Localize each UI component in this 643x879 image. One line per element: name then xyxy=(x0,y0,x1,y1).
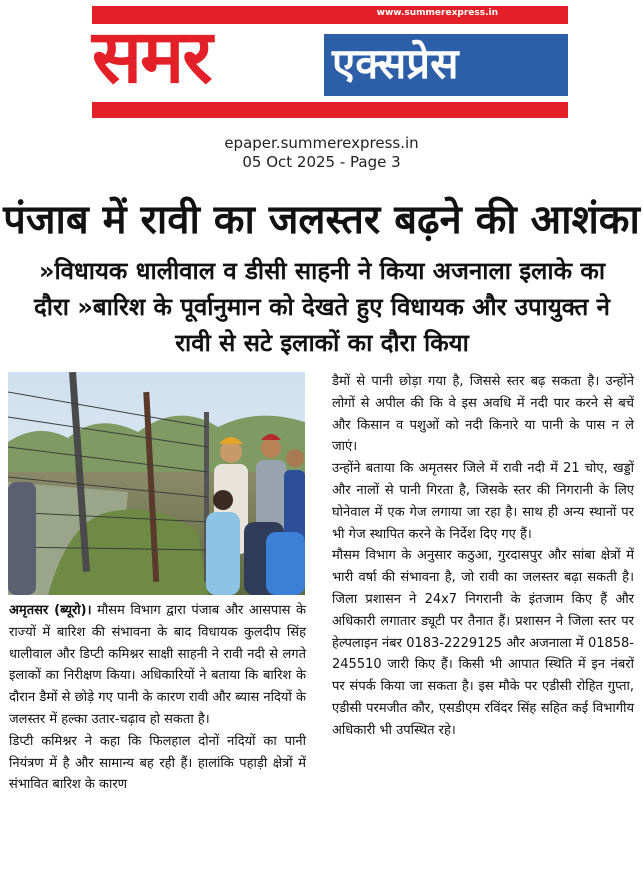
paragraph: उन्होंने बताया कि अमृतसर जिले में रावी नदी में 21 चोए, खड्डों और नालों से पानी गिरता है, जिसके स्तर की निगरानी के लिए घोनेवाल में एक गेज लगाया जा रहा है। साथ ही अन्य स्थानों पर भी गेज स्थापित करने के निर्देश दिए गए हैं। xyxy=(332,461,634,542)
logo-sub-text: एक्सप्रेस xyxy=(332,39,459,88)
epaper-url[interactable]: epaper.summerexpress.in xyxy=(224,134,419,152)
photo-scene xyxy=(8,372,305,595)
chevron-icon: » xyxy=(77,293,93,321)
logo-main-text: समर xyxy=(92,14,211,100)
chevron-icon: » xyxy=(38,257,55,285)
paragraph: डिप्टी कमिश्नर ने कहा कि फिलहाल दोनों नदियों का पानी नियंत्रण में है और सामान्य बह रही हैं। हालांकि पहाड़ी क्षेत्रों में संभावित बारिश के कारण xyxy=(9,733,306,793)
article-column-left xyxy=(9,600,306,796)
subhead-part-2: बारिश के पूर्वानुमान को देखते हुए विधायक और उपायुक्त ने रावी से सटे इलाकों का दौरा किया xyxy=(92,293,610,357)
masthead-site-url[interactable]: www.summerexpress.in xyxy=(376,8,498,18)
subhead-part-1: विधायक धालीवाल व डीसी साहनी ने किया अजनाला इलाके का दौरा xyxy=(34,257,606,321)
paragraph: मौसम विभाग के अनुसार कठुआ, गुरदासपुर और सांबा क्षेत्रों में भारी वर्षा की संभावना है, जो रावी का जलस्तर बढ़ा सकती है। जिला प्रशासन ने 24x7 निगरानी के इंतजाम किए हैं और अधिकारी लगातार ड्यूटी पर तैनात हैं। प्रशासन ने जिला स्तर पर हेल्पलाइन नंबर 0183-2229125 और अजनाला में 01858-245510 जारी किए हैं। किसी भी आपात स्थिति में इन नंबरों पर संपर्क किया जा सकता है। इस मौके पर एडीसी रोहित गुप्ता, एडीसी परमजीत कौर, एसडीएम रविंदर सिंह सहित कई विभागीय अधिकारी भी उपस्थित रहे। xyxy=(332,548,634,738)
date-page: 05 Oct 2025 - Page 3 xyxy=(242,153,401,171)
masthead xyxy=(92,6,568,124)
paragraph-text: मौसम विभाग द्वारा पंजाब और आसपास के राज्यों में बारिश की संभावना के बाद विधायक कुलदीप सिंह धालीवाल और डिप्टी कमिश्नर साक्षी साहनी ने रावी नदी से लगते इलाकों का निरीक्षण किया। अधिकारियों ने बताया कि बारिश के दौरान डैमों से छोड़े गए पानी के कारण रावी और ब्यास नदियों के जलस्तर में हल्का उतार-चढ़ाव हो सकता है। xyxy=(9,603,306,727)
article-photo xyxy=(8,372,305,595)
paragraph xyxy=(9,600,306,731)
edition-info xyxy=(0,134,643,172)
article-subheadline xyxy=(22,253,622,361)
dateline: अमृतसर (ब्यूरो)। xyxy=(9,603,92,618)
article-headline: पंजाब में रावी का जलस्तर बढ़ने की आशंका xyxy=(3,197,640,243)
paragraph: डैमों से पानी छोड़ा गया है, जिससे स्तर बढ़ सकता है। उन्होंने लोगों से अपील की कि वे इस अवधि में नदी पार करने से बचें और किसान व पशुओं को नदी किनारे या पानी के पास न ले जाएं। xyxy=(332,374,634,455)
article-column-right xyxy=(332,371,634,742)
masthead-bottom-bar xyxy=(92,102,568,118)
